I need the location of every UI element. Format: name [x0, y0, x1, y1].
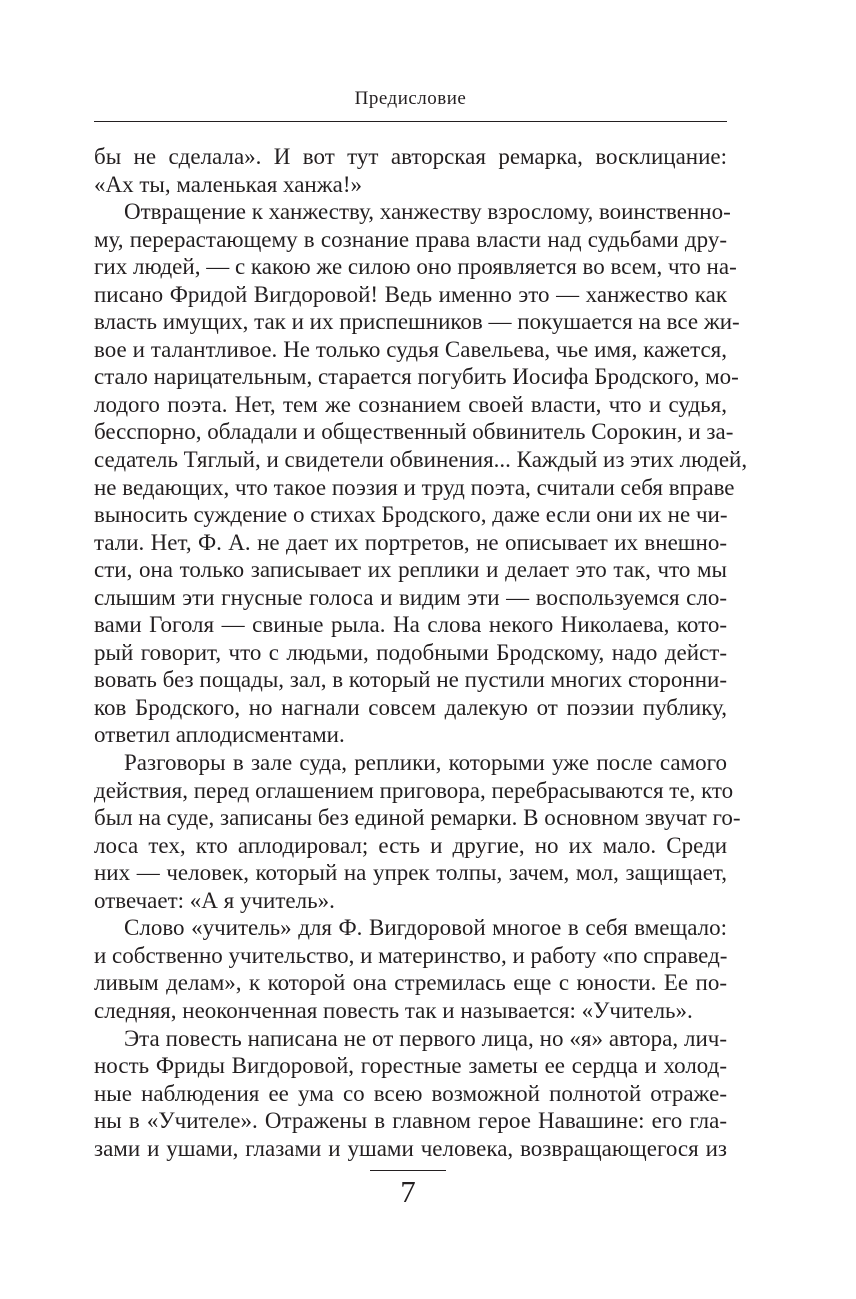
text-line: не ведающих, что такое поэзия и труд поэта, считали себя вправе	[94, 474, 735, 500]
text-line: ны в «Учителе». Отражены в главном герое Навашине: его гла-	[94, 1108, 727, 1134]
body-text	[94, 143, 748, 1162]
running-head: Предисловие	[354, 88, 467, 109]
text-line: ливым делам», к которой она стремилась еще с юности. Ее по-	[94, 970, 727, 996]
text-line: бесспорно, обладали и общественный обвинитель Сорокин, и за-	[94, 419, 734, 445]
paragraph	[94, 749, 741, 914]
text-line: лоса тех, кто аплодировал; есть и другие, но их мало. Среди	[94, 832, 727, 858]
text-line: Эта повесть написана не от первого лица, но «я» автора, лич-	[124, 1025, 727, 1051]
paragraph	[94, 914, 727, 1024]
text-line: му, перерастающему в сознание права власти над судьбами дру-	[94, 226, 727, 252]
text-line: «Ах ты, маленькая ханжа!»	[94, 171, 362, 197]
header-rule	[94, 121, 727, 122]
text-line: сти, она только записывает их реплики и делает это так, что мы	[94, 557, 727, 583]
footer-rule	[370, 1170, 446, 1171]
text-line: вовать без пощады, зал, в который не пустили многих сторонни-	[94, 667, 727, 693]
text-line: вое и талантливое. Не только судья Савельева, чье имя, кажется,	[94, 336, 727, 362]
text-line: седатель Тяглый, и свидетели обвинения... Каждый из этих людей,	[94, 447, 748, 473]
text-line: гих людей, — с какою же силою оно проявляется во всем, что на-	[94, 254, 737, 280]
text-line: следняя, неоконченная повесть так и называется: «Учитель».	[94, 997, 693, 1023]
text-line: стало нарицательным, старается погубить Иосифа Бродского, мо-	[94, 364, 739, 390]
text-line: ные наблюдения ее ума со всею возможной полнотой отраже-	[94, 1080, 727, 1106]
text-line: тали. Нет, Ф. А. не дает их портретов, не описывает их внешно-	[94, 529, 727, 555]
paragraph	[94, 1025, 727, 1163]
text-line: был на суде, записаны без единой ремарки. В основном звучат го-	[94, 805, 741, 831]
text-line: слышим эти гнусные голоса и видим эти — воспользуемся сло-	[94, 584, 727, 610]
text-line: власть имущих, так и их приспешников — покушается на все жи-	[94, 309, 740, 335]
text-line: вами Гоголя — свиные рыла. На слова некого Николаева, кото-	[94, 612, 727, 638]
paragraph	[94, 198, 748, 749]
paragraph	[94, 143, 727, 198]
text-line: действия, перед оглашением приговора, перебрасываются те, кто	[94, 777, 734, 803]
text-line: ответил аплодисментами.	[94, 722, 345, 748]
text-line: отвечает: «А я учитель».	[94, 887, 335, 913]
text-line: Разговоры в зале суда, реплики, которыми уже после самого	[124, 750, 727, 776]
text-line: и собственно учительство, и материнство, и работу «по справед-	[94, 942, 728, 968]
text-line: Слово «учитель» для Ф. Вигдоровой многое в себя вмещало:	[124, 915, 727, 941]
text-line: ность Фриды Вигдоровой, горестные заметы ее сердца и холод-	[94, 1053, 727, 1079]
text-line: них — человек, который на упрек толпы, зачем, мол, защищает,	[94, 860, 727, 886]
text-line: Отвращение к ханжеству, ханжеству взрослому, воинственно-	[124, 199, 731, 225]
text-line: писано Фридой Вигдоровой! Ведь именно это — ханжество как	[94, 281, 727, 307]
text-line: лодого поэта. Нет, тем же сознанием своей власти, что и судья,	[94, 391, 727, 417]
page-number: 7	[400, 1174, 416, 1209]
text-line: ков Бродского, но нагнали совсем далекую от поэзии публику,	[94, 694, 727, 720]
text-line: бы не сделала». И вот тут авторская ремарка, восклицание:	[94, 144, 727, 169]
text-line: зами и ушами, глазами и ушами человека, возвращающегося из	[94, 1135, 727, 1161]
text-line: рый говорит, что с людьми, подобными Бродскому, надо дейст-	[94, 639, 727, 665]
text-line: выносить суждение о стихах Бродского, даже если они их не чи-	[94, 502, 728, 528]
